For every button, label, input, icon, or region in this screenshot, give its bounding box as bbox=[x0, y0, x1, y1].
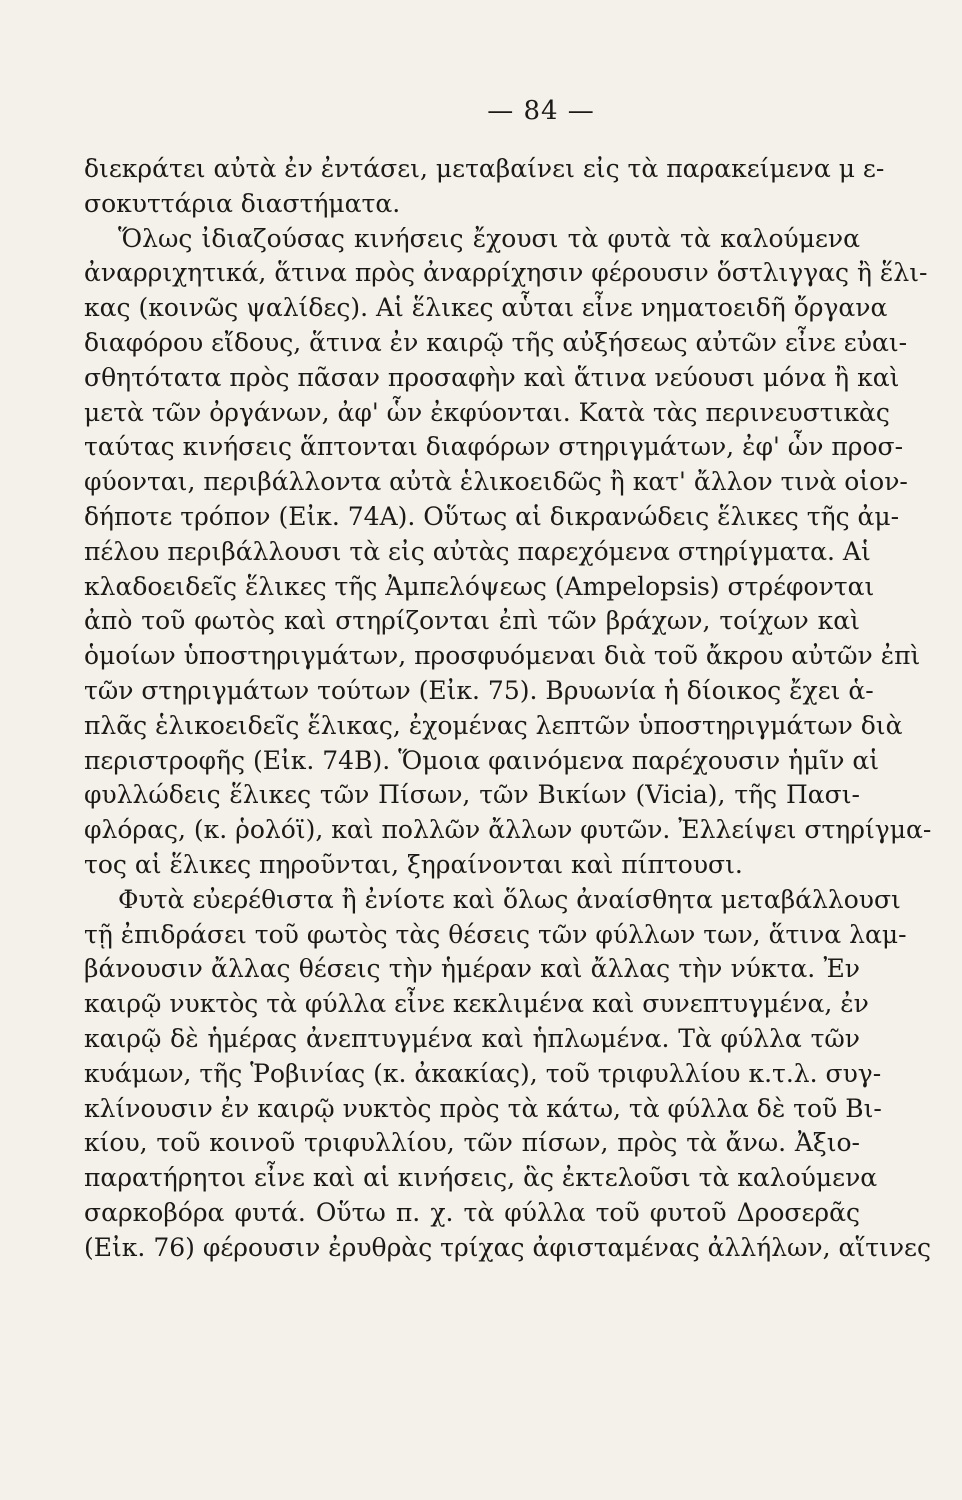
text-line: ταύτας κινήσεις ἅπτονται διαφόρων στηριγμάτων, ἐφ' ὧν προσ- bbox=[84, 432, 904, 462]
text-line: Ὅλως ἰδιαζούσας κινήσεις ἔχουσι τὰ φυτὰ τὰ καλούμενα bbox=[118, 223, 860, 253]
text-line: κλίνουσιν ἐν καιρῷ νυκτὸς πρὸς τὰ κάτω, τὰ φύλλα δὲ τοῦ Βι- bbox=[84, 1093, 882, 1123]
text-line: δήποτε τρόπον (Εἰκ. 74Α). Οὕτως αἱ δικρανώδεις ἕλικες τῆς ἀμ- bbox=[84, 501, 900, 531]
page-number: — 84 — bbox=[487, 96, 595, 126]
text-line: σαρκοβόρα φυτά. Οὕτω π. χ. τὰ φύλλα τοῦ φυτοῦ Δροσερᾶς bbox=[84, 1197, 860, 1227]
text-line: ἀπὸ τοῦ φωτὸς καὶ στηρίζονται ἐπὶ τῶν βράχων, τοίχων καὶ bbox=[84, 606, 860, 636]
text-line: βάνουσιν ἄλλας θέσεις τὴν ἡμέραν καὶ ἄλλας τὴν νύκτα. Ἐν bbox=[84, 954, 860, 984]
text-line: τος αἱ ἕλικες πηροῦνται, ξηραίνονται καὶ πίπτουσι. bbox=[84, 849, 743, 879]
text-line: διαφόρου εἴδους, ἅτινα ἐν καιρῷ τῆς αὐξήσεως αὐτῶν εἶνε εὐαι- bbox=[84, 327, 908, 357]
text-line: φύονται, περιβάλλοντα αὐτὰ ἑλικοειδῶς ἢ κατ' ἄλλον τινὰ οἱον- bbox=[84, 467, 908, 497]
text-line: σθητότατα πρὸς πᾶσαν προσαφὴν καὶ ἅτινα νεύουσι μόνα ἢ καὶ bbox=[84, 362, 900, 392]
text-line: Φυτὰ εὐερέθιστα ἢ ἐνίοτε καὶ ὅλως ἀναίσθητα μεταβάλλουσι bbox=[118, 884, 901, 914]
text-line: καιρῷ νυκτὸς τὰ φύλλα εἶνε κεκλιμένα καὶ συνεπτυγμένα, ἐν bbox=[84, 989, 869, 1019]
text-line: πλᾶς ἑλικοειδεῖς ἕλικας, ἐχομένας λεπτῶν ὑποστηριγμάτων διὰ bbox=[84, 710, 903, 740]
text-line: ἀναρριχητικά, ἅτινα πρὸς ἀναρρίχησιν φέρουσιν ὅστλιγγας ἢ ἕλι- bbox=[84, 258, 928, 288]
text-line: κυάμων, τῆς Ῥοβινίας (κ. ἀκακίας), τοῦ τριφυλλίου κ.τ.λ. συγ- bbox=[84, 1058, 882, 1088]
text-line: κλαδοειδεῖς ἕλικες τῆς Ἀμπελόψεως (Ampelopsis) στρέφονται bbox=[84, 571, 875, 601]
text-line: ὁμοίων ὑποστηριγμάτων, προσφυόμεναι διὰ τοῦ ἄκρου αὐτῶν ἐπὶ bbox=[84, 641, 921, 671]
text-line: παρατήρητοι εἶνε καὶ αἱ κινήσεις, ἃς ἐκτελοῦσι τὰ καλούμενα bbox=[84, 1163, 878, 1193]
text-line: περιστροφῆς (Εἰκ. 74Β). Ὅμοια φαινόμενα παρέχουσιν ἡμῖν αἱ bbox=[84, 745, 880, 775]
text-line: κίου, τοῦ κοινοῦ τριφυλλίου, τῶν πίσων, πρὸς τὰ ἄνω. Ἀξιο- bbox=[84, 1128, 860, 1158]
text-line: μετὰ τῶν ὀργάνων, ἀφ' ὧν ἐκφύονται. Κατὰ τὰς περινευστικὰς bbox=[84, 397, 890, 427]
text-line: κας (κοινῶς ψαλίδες). Αἱ ἕλικες αὗται εἶνε νηματοειδῆ ὄργανα bbox=[84, 293, 888, 323]
text-line: πέλου περιβάλλουσι τὰ εἰς αὐτὰς παρεχόμενα στηρίγματα. Αἱ bbox=[84, 536, 871, 566]
body-text bbox=[84, 152, 932, 1266]
text-line: τῶν στηριγμάτων τούτων (Εἰκ. 75). Βρυωνία ἡ δίοικος ἔχει ἁ- bbox=[84, 675, 874, 705]
text-line: τῇ ἐπιδράσει τοῦ φωτὸς τὰς θέσεις τῶν φύλλων των, ἅτινα λαμ- bbox=[84, 919, 907, 949]
text-line: φλόρας, (κ. ῥολόϊ), καὶ πολλῶν ἄλλων φυτῶν. Ἐλλείψει στηρίγμα- bbox=[84, 815, 932, 845]
text-line: φυλλώδεις ἕλικες τῶν Πίσων, τῶν Βικίων (Vicia), τῆς Πασι- bbox=[84, 780, 860, 810]
text-line: σοκυττάρια διαστήματα. bbox=[84, 188, 401, 218]
text-line: (Εἰκ. 76) φέρουσιν ἐρυθρὰς τρίχας ἀφισταμένας ἀλλήλων, αἵτινες bbox=[84, 1232, 931, 1262]
text-line: καιρῷ δὲ ἡμέρας ἀνεπτυγμένα καὶ ἡπλωμένα. Τὰ φύλλα τῶν bbox=[84, 1023, 860, 1053]
text-line: διεκράτει αὐτὰ ἐν ἐντάσει, μεταβαίνει εἰς τὰ παρακείμενα μ ε- bbox=[84, 154, 885, 183]
